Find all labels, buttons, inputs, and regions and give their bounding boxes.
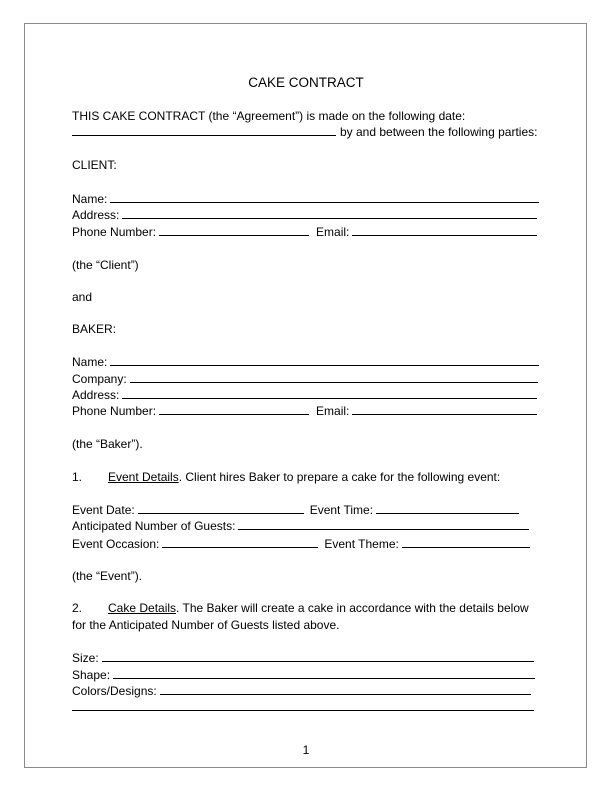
- event-date-label: Event Date:: [72, 503, 135, 517]
- theme-label: Event Theme:: [324, 537, 399, 551]
- section-2-title: Cake Details: [108, 601, 177, 615]
- colors-designs-extra-field[interactable]: [72, 699, 534, 711]
- occasion-label: Event Occasion:: [72, 537, 160, 551]
- baker-email-field[interactable]: [352, 403, 537, 415]
- baker-name-label: Name:: [72, 355, 108, 369]
- client-name-row: [72, 191, 539, 207]
- document-title: CAKE CONTRACT: [248, 75, 364, 90]
- baker-name-row: [72, 354, 539, 370]
- event-date-field[interactable]: [138, 502, 304, 514]
- client-heading-label: CLIENT: [72, 158, 114, 172]
- client-email-field[interactable]: [352, 224, 537, 236]
- baker-phone-email-row: [72, 403, 537, 419]
- agreement-date-field[interactable]: [72, 124, 336, 136]
- client-phone-label: Phone Number:: [72, 225, 157, 239]
- baker-address-row: [72, 387, 537, 403]
- event-date-time-row: [72, 502, 519, 518]
- event-designation: (the “Event”).: [72, 569, 143, 583]
- theme-field[interactable]: [402, 536, 530, 548]
- baker-heading: [72, 321, 116, 337]
- size-field[interactable]: [102, 650, 534, 662]
- colors-designs-field[interactable]: [160, 683, 531, 695]
- occasion-theme-row: [72, 536, 530, 552]
- client-address-field[interactable]: [122, 207, 537, 219]
- page-number: 1: [302, 743, 310, 757]
- colors-designs-row: [72, 683, 531, 699]
- client-designation: (the “Client”): [72, 258, 139, 272]
- baker-address-field[interactable]: [122, 387, 537, 399]
- client-heading-colon: :: [113, 158, 117, 172]
- intro-line-1: THIS CAKE CONTRACT (the “Agreement”) is made on the following date:: [72, 109, 466, 123]
- intro-line-2: [72, 124, 537, 140]
- guests-field[interactable]: [238, 518, 529, 530]
- colors-designs-extra-row: [72, 699, 534, 711]
- client-name-label: Name:: [72, 192, 108, 206]
- shape-row: [72, 667, 535, 683]
- section-1-number: 1.: [72, 470, 83, 484]
- baker-company-label: Company:: [72, 372, 127, 386]
- shape-label: Shape:: [72, 668, 111, 682]
- baker-phone-field[interactable]: [159, 403, 309, 415]
- client-email-label: Email:: [316, 225, 350, 239]
- client-name-field[interactable]: [110, 191, 539, 203]
- section-1-heading: [72, 469, 500, 485]
- section-2-text-line-1: . The Baker will create a cake in accordance with the details below: [176, 601, 529, 615]
- event-time-label: Event Time:: [309, 503, 374, 517]
- size-label: Size:: [72, 651, 99, 665]
- client-phone-email-row: [72, 224, 537, 240]
- section-1-title: Event Details: [108, 470, 179, 484]
- client-address-label: Address:: [72, 208, 120, 222]
- occasion-field[interactable]: [162, 536, 318, 548]
- client-address-row: [72, 207, 537, 223]
- intro-line-2-text: by and between the following parties:: [340, 125, 538, 139]
- section-1-text: . Client hires Baker to prepare a cake for the following event:: [178, 470, 501, 484]
- baker-phone-label: Phone Number:: [72, 404, 157, 418]
- client-heading: [72, 157, 117, 173]
- section-2-text-line-2: for the Anticipated Number of Guests listed above.: [72, 618, 340, 632]
- baker-heading-colon: :: [112, 322, 117, 336]
- event-time-field[interactable]: [376, 502, 519, 514]
- guests-row: [72, 518, 529, 534]
- size-row: [72, 650, 534, 666]
- baker-name-field[interactable]: [110, 354, 539, 366]
- and-text: and: [72, 290, 93, 304]
- guests-label: Anticipated Number of Guests:: [72, 519, 236, 533]
- baker-designation: (the “Baker”).: [72, 437, 143, 451]
- section-2-heading: [72, 600, 529, 616]
- baker-address-label: Address:: [72, 388, 120, 402]
- baker-company-row: [72, 371, 538, 387]
- shape-field[interactable]: [113, 667, 535, 679]
- section-2-number: 2.: [72, 601, 83, 615]
- baker-company-field[interactable]: [130, 371, 538, 383]
- client-phone-field[interactable]: [159, 224, 309, 236]
- baker-heading-label: BAKER: [72, 322, 113, 336]
- colors-designs-label: Colors/Designs:: [72, 684, 157, 698]
- baker-email-label: Email:: [316, 404, 350, 418]
